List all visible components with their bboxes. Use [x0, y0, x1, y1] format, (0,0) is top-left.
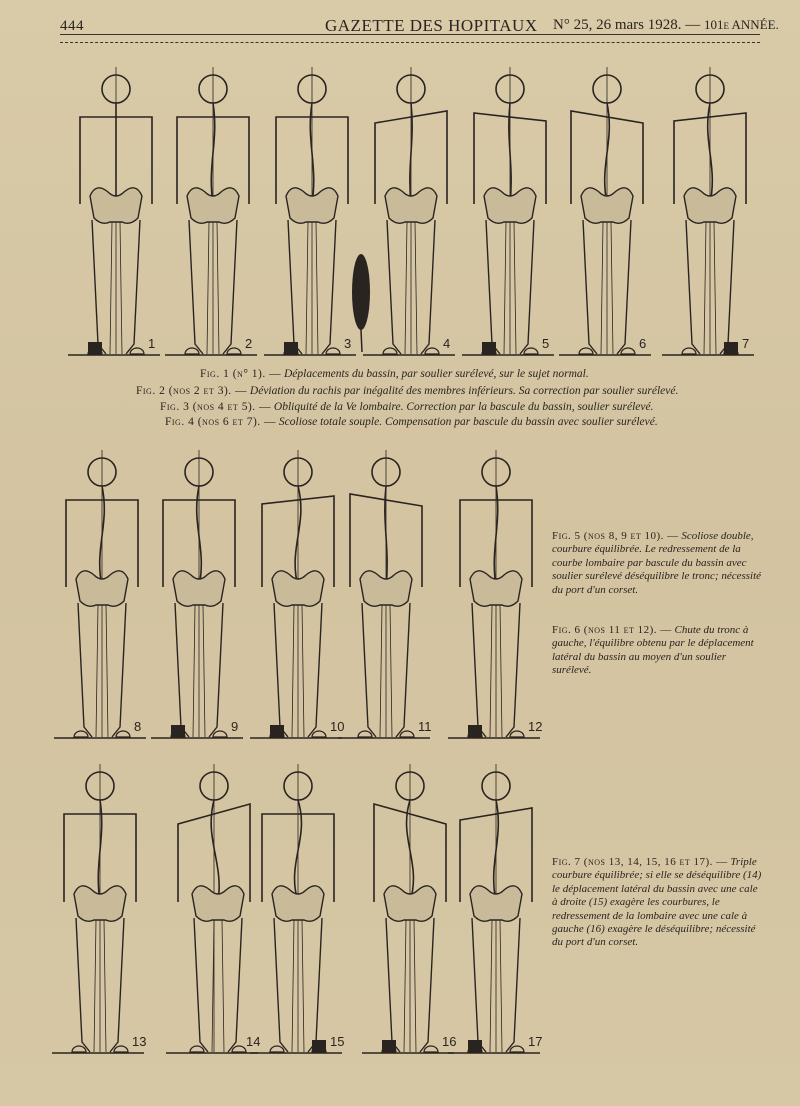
- inner-leg-line: [96, 605, 98, 737]
- right-foot: [424, 1046, 438, 1052]
- inner-leg-line: [207, 222, 209, 354]
- caption-fig-6: Fig. 6 (nos 11 et 12). — Chute du tronc à gauche, l'équilibre obtenu par le déplacement latéral du bassin au moyen d'un soulier surélevé.: [552, 624, 754, 677]
- figure-number: 4: [443, 336, 451, 351]
- left-leg: [274, 918, 288, 1052]
- figure-number: 7: [742, 336, 750, 351]
- right-leg: [617, 220, 631, 354]
- left-leg: [274, 603, 288, 737]
- figure-number: 5: [542, 336, 550, 351]
- caption-fig-1: Fig. 1 (n° 1). — Déplacements du bassin, par soulier surélevé, sur le sujet normal.: [200, 368, 589, 380]
- journal-title: GAZETTE DES HOPITAUX: [325, 16, 538, 35]
- right-foot: [114, 1046, 128, 1052]
- caption-fig-5: Fig. 5 (nos 8, 9 et 10). — Scoliose double, courbure équilibrée. Le redressement de la courbe lombaire par bascule du bassin avec soulier surélevé déséquilibre le tronc; nécessité du port d'un corset.: [552, 530, 762, 596]
- right-leg: [308, 918, 322, 1052]
- caption-fig-3: Fig. 3 (nos 4 et 5). — Obliquité de la Ve lombaire. Correction par la bascule du bassin, soulier surélevé.: [160, 401, 654, 413]
- inner-leg-line: [500, 605, 502, 737]
- right-leg: [420, 918, 434, 1052]
- inner-leg-line: [193, 605, 195, 737]
- right-leg: [520, 220, 534, 354]
- caption-fig-4: Fig. 4 (nos 6 et 7). — Scoliose totale souple. Compensation par bascule du bassin avec soulier surélevé.: [165, 416, 658, 428]
- inner-leg-line: [704, 222, 706, 354]
- figure-number: 15: [330, 1034, 345, 1049]
- right-foot: [227, 348, 241, 354]
- right-foot: [510, 731, 524, 737]
- right-leg: [308, 603, 322, 737]
- left-leg: [472, 918, 486, 1052]
- left-foot: [72, 1046, 86, 1052]
- left-leg: [189, 220, 203, 354]
- inner-leg-line: [490, 920, 492, 1052]
- right-foot: [524, 348, 538, 354]
- inner-leg-line: [217, 222, 219, 354]
- inner-leg-line: [714, 222, 716, 354]
- figure-number: 11: [418, 719, 432, 734]
- inner-leg-line: [500, 920, 502, 1052]
- shoe-block: [724, 342, 738, 354]
- left-leg: [686, 220, 700, 354]
- pelvis-shape: [192, 886, 244, 922]
- figure-number: 10: [330, 719, 345, 734]
- right-leg: [322, 220, 336, 354]
- inner-leg-line: [316, 222, 318, 354]
- left-foot: [383, 348, 397, 354]
- right-foot: [130, 348, 144, 354]
- left-leg: [194, 918, 208, 1052]
- issue-date: N° 25, 26 mars 1928. —: [553, 17, 701, 33]
- figure-number: 2: [245, 336, 253, 351]
- figure-number: 16: [442, 1034, 457, 1049]
- left-foot: [270, 1046, 284, 1052]
- inner-leg-line: [390, 605, 392, 737]
- shoe-block: [88, 342, 102, 354]
- figure-number: 3: [344, 336, 352, 351]
- shoe-block: [312, 1040, 326, 1052]
- shoe-block: [284, 342, 298, 354]
- right-foot: [326, 348, 340, 354]
- shoe-block: [270, 725, 284, 737]
- left-foot: [358, 731, 372, 737]
- spine-specimen: [352, 254, 370, 330]
- left-foot: [185, 348, 199, 354]
- right-foot: [400, 731, 414, 737]
- right-foot: [312, 731, 326, 737]
- specimen-stem: [361, 330, 362, 352]
- figure-number: 6: [639, 336, 647, 351]
- right-leg: [126, 220, 140, 354]
- right-leg: [396, 603, 410, 737]
- right-leg: [110, 918, 124, 1052]
- shoe-block: [171, 725, 185, 737]
- inner-leg-line: [292, 920, 294, 1052]
- shoe-block: [468, 1040, 482, 1052]
- figure-number: 12: [528, 719, 543, 734]
- figure-number: 17: [528, 1034, 543, 1049]
- right-leg: [228, 918, 242, 1052]
- right-leg: [506, 603, 520, 737]
- spine-line: [211, 800, 219, 902]
- inner-leg-line: [104, 920, 106, 1052]
- inner-leg-line: [302, 605, 304, 737]
- right-foot: [213, 731, 227, 737]
- page-number: 444: [60, 18, 84, 34]
- inner-leg-line: [302, 920, 304, 1052]
- shoe-block: [468, 725, 482, 737]
- inner-leg-line: [94, 920, 96, 1052]
- right-leg: [720, 220, 734, 354]
- inner-leg-line: [611, 222, 613, 354]
- inner-leg-line: [405, 222, 407, 354]
- left-leg: [76, 918, 90, 1052]
- inner-leg-line: [504, 222, 506, 354]
- right-leg: [209, 603, 223, 737]
- right-foot: [621, 348, 635, 354]
- right-foot: [425, 348, 439, 354]
- shoe-block: [382, 1040, 396, 1052]
- inner-leg-line: [292, 605, 294, 737]
- caption-fig-2: Fig. 2 (nos 2 et 3). — Déviation du rachis par inégalité des membres inférieurs. Sa correction par soulier surélevé.: [136, 385, 679, 397]
- left-leg: [472, 603, 486, 737]
- right-leg: [421, 220, 435, 354]
- right-foot: [116, 731, 130, 737]
- inner-leg-line: [414, 920, 416, 1052]
- left-leg: [583, 220, 597, 354]
- right-leg: [223, 220, 237, 354]
- figure-number: 13: [132, 1034, 147, 1049]
- inner-leg-line: [404, 920, 406, 1052]
- left-leg: [387, 220, 401, 354]
- left-foot: [74, 731, 88, 737]
- inner-leg-line: [514, 222, 516, 354]
- year-label: 101e ANNÉE.: [704, 17, 779, 32]
- left-leg: [288, 220, 302, 354]
- figure-number: 14: [246, 1034, 261, 1049]
- left-leg: [175, 603, 189, 737]
- left-foot: [579, 348, 593, 354]
- left-leg: [486, 220, 500, 354]
- left-leg: [92, 220, 106, 354]
- right-leg: [112, 603, 126, 737]
- inner-leg-line: [106, 605, 108, 737]
- inner-leg-line: [380, 605, 382, 737]
- inner-leg-line: [120, 222, 122, 354]
- caption-fig-7: Fig. 7 (nos 13, 14, 15, 16 et 17). — Triple courbure équilibrée; si elle se déséquilibre (14) le déplacement latéral du bassin avec une cale à droite (15) exagère les courbures, le redressement de la lombaire avec une cale à gauche (16) exagère le déséquilibre; nécessité du port d'un corset.: [552, 856, 762, 949]
- left-leg: [386, 918, 400, 1052]
- right-foot: [232, 1046, 246, 1052]
- left-foot: [682, 348, 696, 354]
- shoe-block: [482, 342, 496, 354]
- figure-number: 8: [134, 719, 142, 734]
- left-leg: [78, 603, 92, 737]
- inner-leg-line: [222, 920, 224, 1052]
- left-leg: [362, 603, 376, 737]
- inner-leg-line: [601, 222, 603, 354]
- inner-leg-line: [203, 605, 205, 737]
- right-leg: [506, 918, 520, 1052]
- inner-leg-line: [415, 222, 417, 354]
- left-foot: [190, 1046, 204, 1052]
- inner-leg-line: [110, 222, 112, 354]
- figure-number: 9: [231, 719, 239, 734]
- inner-leg-line: [490, 605, 492, 737]
- figure-number: 1: [148, 336, 156, 351]
- right-foot: [510, 1046, 524, 1052]
- inner-leg-line: [306, 222, 308, 354]
